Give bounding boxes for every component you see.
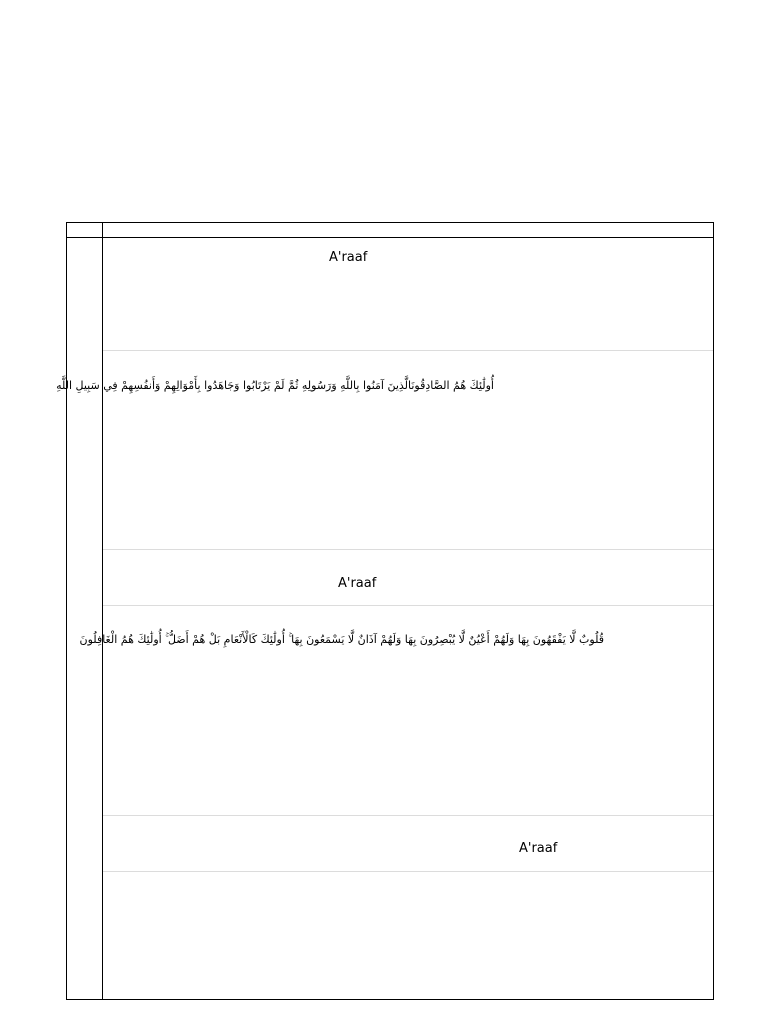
surah-name-cell: A'raaf bbox=[519, 841, 558, 856]
verse-table bbox=[56, 222, 714, 1000]
verse-text-cell: أُولَٰئِكَ هُمُ الصَّادِقُونَالَّذِينَ آمَنُوا بِاللَّهِ وَرَسُولِهِ ثُمَّ لَمْ يَرْتَابُوا وَجَاهَدُوا بِأَمْوَالِهِمْ وَأَنفُسِهِمْ فِي سَبِيلِ اللَّهِ bbox=[56, 379, 494, 392]
row-divider bbox=[103, 815, 713, 816]
row-divider bbox=[103, 549, 713, 550]
row-divider bbox=[103, 871, 713, 872]
surah-name-cell: A'raaf bbox=[329, 250, 368, 265]
verse-text-cell: قُلُوبٌ لَّا يَفْقَهُونَ بِهَا وَلَهُمْ أَعْيُنٌ لَّا يُبْصِرُونَ بِهَا وَلَهُمْ آذَانٌ لَّا يَسْمَعُونَ بِهَا ۚ أُولَٰئِكَ كَالْأَنْعَامِ بَلْ هُمْ أَضَلُّ ۚ أُولَٰئِكَ هُمُ الْغَافِلُونَ bbox=[79, 633, 604, 646]
row-divider bbox=[103, 350, 713, 351]
index-column bbox=[67, 223, 103, 999]
surah-name-cell: A'raaf bbox=[338, 576, 377, 591]
row-divider bbox=[103, 605, 713, 606]
table-header-row bbox=[67, 223, 713, 238]
